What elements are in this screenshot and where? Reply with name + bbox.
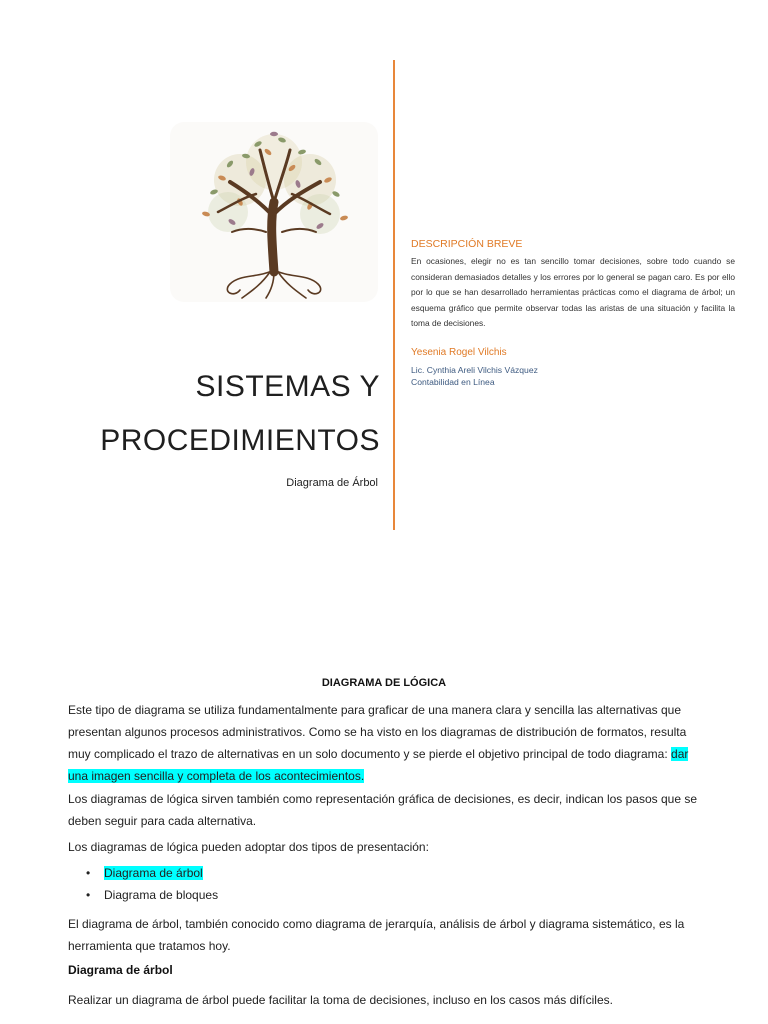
teacher-info bbox=[411, 364, 538, 388]
bullet-marker: • bbox=[86, 888, 91, 902]
list-item bbox=[68, 884, 218, 906]
course-name: Contabilidad en Línea bbox=[411, 377, 495, 387]
subheading: Diagrama de árbol bbox=[68, 963, 173, 977]
paragraph-1-text: Este tipo de diagrama se utiliza fundamentalmente para graficar de una manera clara y sencilla las alternativas que presentan algunos procesos administrativos. Como se ha visto en los diagramas de distribución de formatos, resulta muy complicado el trazo de alternativas en un solo documento y se pierde el objetivo principal de todo diagrama: bbox=[68, 703, 687, 761]
author-name: Yesenia Rogel Vilchis bbox=[411, 347, 507, 358]
cover-subtitle: Diagrama de Árbol bbox=[286, 477, 378, 489]
teacher-name: Lic. Cynthia Areli Vilchis Vázquez bbox=[411, 365, 538, 375]
list-item bbox=[68, 862, 218, 884]
cover-title-line1: SISTEMAS Y bbox=[195, 370, 380, 403]
bullet-marker: • bbox=[86, 866, 91, 880]
tree-icon bbox=[170, 122, 378, 302]
paragraph-3: Los diagramas de lógica pueden adoptar dos tipos de presentación: bbox=[68, 840, 429, 854]
presentation-types-list bbox=[68, 862, 218, 906]
paragraph-1 bbox=[68, 699, 708, 787]
cover-divider bbox=[393, 60, 395, 530]
tree-illustration bbox=[170, 122, 378, 302]
list-item-label: Diagrama de bloques bbox=[104, 888, 219, 902]
list-item-label: Diagrama de árbol bbox=[104, 866, 203, 880]
paragraph-4: El diagrama de árbol, también conocido como diagrama de jerarquía, análisis de árbol y diagrama sistemático, es la herramienta que tratamos hoy. bbox=[68, 917, 685, 953]
paragraph-2: Los diagramas de lógica sirven también como representación gráfica de decisiones, es decir, indican los pasos que se deben seguir para cada alternativa. bbox=[68, 792, 698, 828]
cover-title-line2: PROCEDIMIENTOS bbox=[100, 424, 380, 457]
paragraph-5: Realizar un diagrama de árbol puede facilitar la toma de decisiones, incluso en los casos más difíciles. bbox=[68, 993, 613, 1007]
paragraph-1-highlight: dar una imagen sencilla y completa de los acontecimientos. bbox=[68, 747, 689, 783]
section-title: DIAGRAMA DE LÓGICA bbox=[321, 677, 447, 689]
description-text: En ocasiones, elegir no es tan sencillo tomar decisiones, sobre todo cuando se consideran demasiados detalles y los errores por lo general se pagan caro. Es por ello por lo que se han desarrollado herramientas prácticas como el diagrama de árbol; un esquema gráfico que permite observar todas las aristas de una situación y facilita la toma de decisiones. bbox=[411, 256, 735, 328]
description-heading: DESCRIPCIÓN BREVE bbox=[411, 238, 523, 250]
